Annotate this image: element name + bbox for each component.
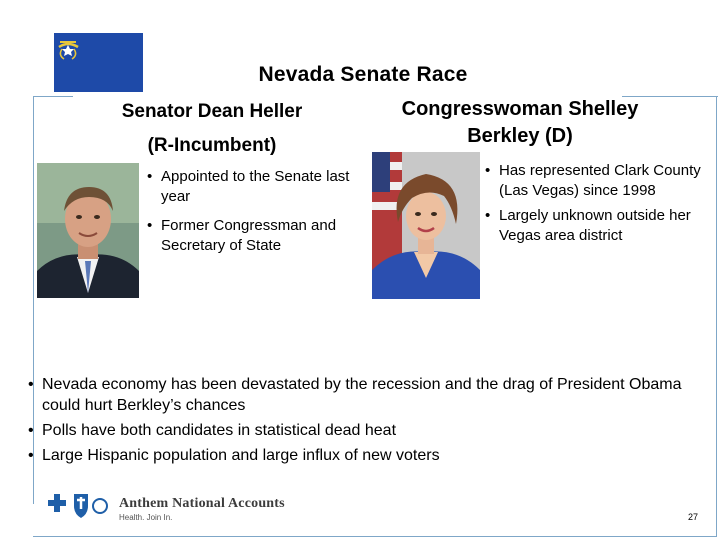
heller-name: Senator Dean Heller [121, 101, 303, 122]
heller-party: (R-Incumbent) [147, 135, 277, 156]
list-item: • Appointed to the Senate last year [145, 167, 360, 207]
list-item: • Former Congressman and Secretary of State [145, 216, 360, 256]
list-item: • Polls have both candidates in statistical dead heat [26, 420, 696, 441]
heller-photo [37, 163, 139, 298]
heller-bullets [145, 167, 360, 265]
list-item: • Nevada economy has been devastated by the recession and the drag of President Obama could hurt Berkley’s chances [26, 374, 696, 416]
frame-right-line [716, 96, 717, 536]
list-item: • Large Hispanic population and large influx of new voters [26, 445, 696, 466]
page-number: 27 [688, 512, 699, 522]
blue-cross-blue-shield-logo-icon [44, 490, 114, 524]
slide-title: Nevada Senate Race [258, 63, 468, 86]
footer-logo-tagline: Health. Join In. [119, 513, 173, 522]
berkley-name: Congresswoman Shelley [401, 98, 639, 120]
frame-bottom-line [33, 536, 717, 537]
berkley-heading [360, 96, 680, 150]
list-item: • Largely unknown outside her Vegas area district [483, 206, 708, 246]
list-item: • Has represented Clark County (Las Vegas) since 1998 [483, 161, 708, 201]
berkley-bullets [483, 161, 708, 251]
footer-logo-text: Anthem National Accounts [119, 496, 285, 511]
heller-heading [62, 95, 362, 163]
berkley-party: Berkley (D) [467, 125, 573, 147]
berkley-photo [372, 152, 480, 299]
summary-bullets [26, 374, 696, 470]
